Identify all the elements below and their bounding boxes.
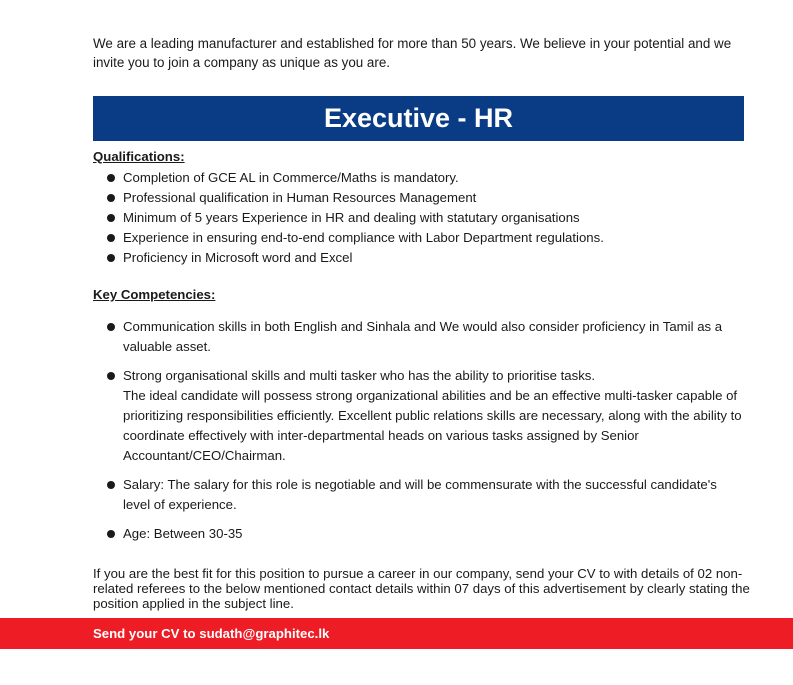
list-item-line: Strong organisational skills and multi tasker who has the ability to prioritise tasks. bbox=[123, 368, 596, 383]
closing-text: If you are the best fit for this position to pursue a career in our company, send your CV to with details of 02 non-related referees to the below mentioned contact details within 07 days of this advertisement by clearly stating the position applied in the subject line. bbox=[93, 566, 750, 611]
list-item: Minimum of 5 years Experience in HR and dealing with statutary organisations bbox=[107, 208, 747, 228]
list-item: Professional qualification in Human Resources Management bbox=[107, 188, 747, 208]
competencies-heading: Key Competencies: bbox=[93, 287, 216, 302]
list-item: Salary: The salary for this role is negotiable and will be commensurate with the successful candidate's level of experience. bbox=[107, 475, 747, 515]
qualifications-heading: Qualifications: bbox=[93, 149, 185, 164]
list-item: Completion of GCE AL in Commerce/Maths is mandatory. bbox=[107, 168, 747, 188]
list-item-detail: The ideal candidate will possess strong organizational abilities and be an effective multi-tasker capable of prioritizing responsibilities efficiently. Excellent public relations skills are necessary, along with the ability to coordinate effectively with inter-departmental heads on various tasks assigned by Senior Accountant/CEO/Chairman. bbox=[123, 388, 742, 463]
list-item bbox=[107, 366, 747, 466]
contact-footer bbox=[0, 618, 793, 649]
job-title: Executive - HR bbox=[323, 103, 514, 133]
job-title-banner bbox=[93, 96, 744, 141]
list-item: Proficiency in Microsoft word and Excel bbox=[107, 248, 747, 268]
list-item: Age: Between 30-35 bbox=[107, 524, 747, 544]
list-item: Communication skills in both English and Sinhala and We would also consider proficiency in Tamil as a valuable asset. bbox=[107, 317, 747, 357]
contact-text[interactable]: Send your CV to sudath@graphitec.lk bbox=[93, 626, 330, 641]
qualifications-list bbox=[107, 168, 747, 268]
intro-text: We are a leading manufacturer and established for more than 50 years. We believe in your potential and we invite you to join a company as unique as you are. bbox=[93, 36, 732, 70]
competencies-list bbox=[107, 317, 747, 544]
list-item: Experience in ensuring end-to-end compliance with Labor Department regulations. bbox=[107, 228, 747, 248]
